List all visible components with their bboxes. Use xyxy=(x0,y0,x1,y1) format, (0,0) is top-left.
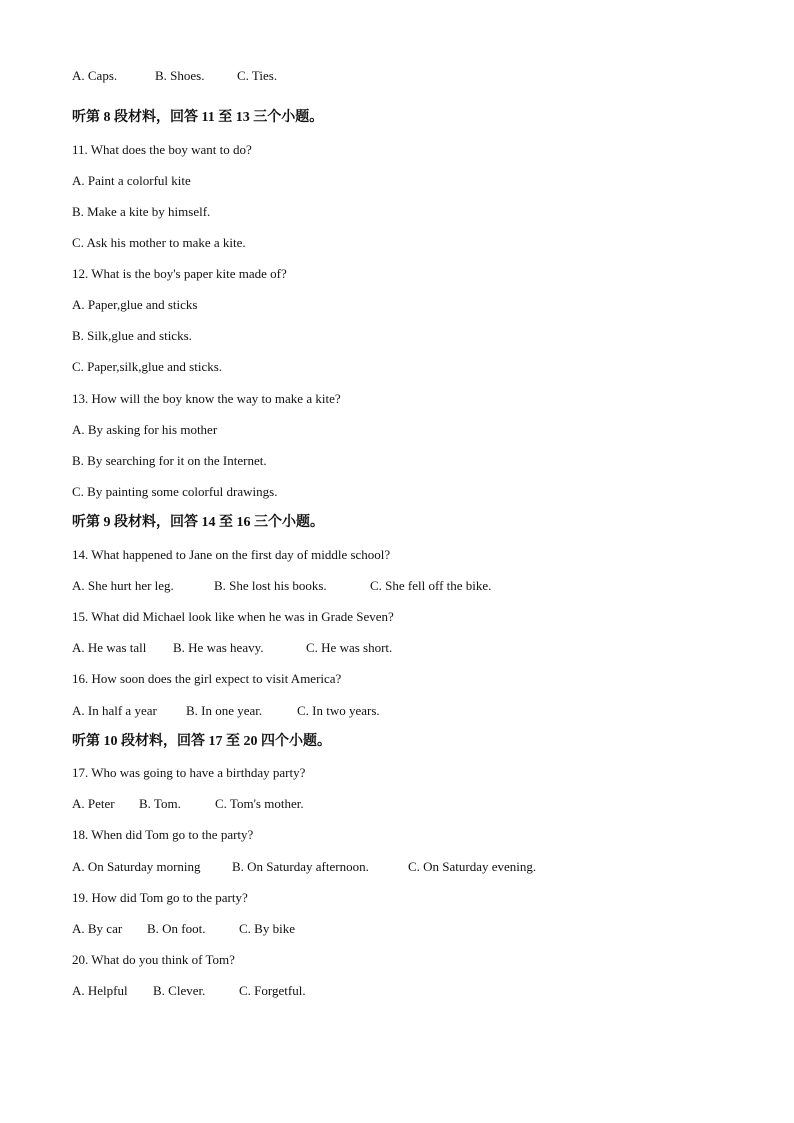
q14-stem: 14. What happened to Jane on the first day of middle school? xyxy=(72,547,391,562)
q15-option-c: C. He was short. xyxy=(306,640,393,655)
q18-stem: 18. When did Tom go to the party? xyxy=(72,827,254,842)
q16-stem: 16. How soon does the girl expect to visit America? xyxy=(72,671,342,686)
section-8-heading: 听第 8 段材料，回答 11 至 13 三个小题。 xyxy=(72,110,324,125)
q20-option-b: B. Clever. xyxy=(153,983,206,998)
q13-option-c: C. By painting some colorful drawings. xyxy=(72,484,278,499)
q10-option-b: B. Shoes. xyxy=(155,68,205,83)
q19-option-c: C. By bike xyxy=(239,921,295,936)
q14-option-b: B. She lost his books. xyxy=(214,578,327,593)
q14-option-a: A. She hurt her leg. xyxy=(72,578,174,593)
q16-option-c: C. In two years. xyxy=(297,703,380,718)
q13-option-b: B. By searching for it on the Internet. xyxy=(72,453,267,468)
q13-stem: 13. How will the boy know the way to make a kite? xyxy=(72,391,341,406)
q16-option-b: B. In one year. xyxy=(186,703,263,718)
q10-option-a: A. Caps. xyxy=(72,68,118,83)
q17-option-a: A. Peter xyxy=(72,796,115,811)
q14-option-c: C. She fell off the bike. xyxy=(370,578,492,593)
q15-option-a: A. He was tall xyxy=(72,640,147,655)
q10-option-c: C. Ties. xyxy=(237,68,278,83)
q18-option-c: C. On Saturday evening. xyxy=(408,859,537,874)
q20-option-a: A. Helpful xyxy=(72,983,128,998)
q12-stem: 12. What is the boy's paper kite made of? xyxy=(72,266,287,281)
q18-option-b: B. On Saturday afternoon. xyxy=(232,859,369,874)
q19-option-a: A. By car xyxy=(72,921,123,936)
q19-stem: 19. How did Tom go to the party? xyxy=(72,890,248,905)
q15-option-b: B. He was heavy. xyxy=(173,640,264,655)
q17-option-b: B. Tom. xyxy=(139,796,181,811)
q17-option-c: C. Tom's mother. xyxy=(215,796,304,811)
section-10-heading: 听第 10 段材料，回答 17 至 20 四个小题。 xyxy=(72,734,331,749)
q19-option-b: B. On foot. xyxy=(147,921,206,936)
q16-option-a: A. In half a year xyxy=(72,703,157,718)
q20-option-c: C. Forgetful. xyxy=(239,983,306,998)
q11-option-b: B. Make a kite by himself. xyxy=(72,204,211,219)
q12-option-c: C. Paper,silk,glue and sticks. xyxy=(72,359,223,374)
q18-option-a: A. On Saturday morning xyxy=(72,859,201,874)
q13-option-a: A. By asking for his mother xyxy=(72,422,218,437)
q11-stem: 11. What does the boy want to do? xyxy=(72,142,252,157)
q20-stem: 20. What do you think of Tom? xyxy=(72,952,235,967)
q15-stem: 15. What did Michael look like when he was in Grade Seven? xyxy=(72,609,394,624)
q12-option-a: A. Paper,glue and sticks xyxy=(72,297,198,312)
section-9-heading: 听第 9 段材料，回答 14 至 16 三个小题。 xyxy=(72,515,324,530)
q11-option-a: A. Paint a colorful kite xyxy=(72,173,191,188)
q11-option-c: C. Ask his mother to make a kite. xyxy=(72,235,246,250)
q17-stem: 17. Who was going to have a birthday party? xyxy=(72,765,306,780)
q12-option-b: B. Silk,glue and sticks. xyxy=(72,328,192,343)
